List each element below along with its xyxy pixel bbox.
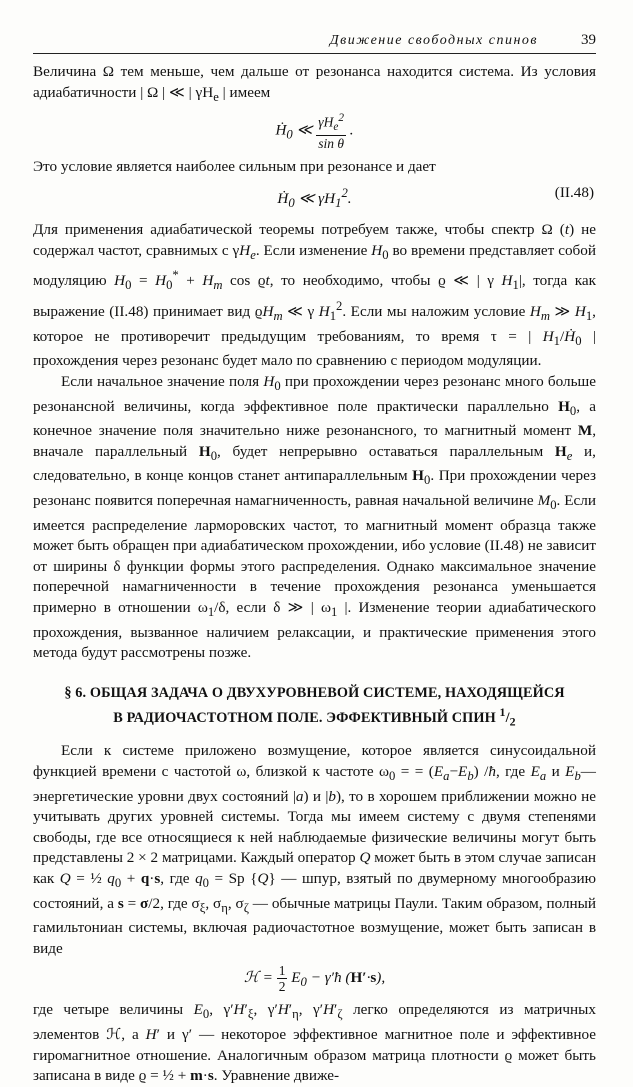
- page-body: [33, 62, 596, 1087]
- paragraph-2: Это условие является наиболее сильным при резонансе и дает: [33, 158, 436, 176]
- paragraph-3: Для применения адиабатической теоремы потребуем также, чтобы спектр Ω (t) не содержал частот, сравнимых с $\gamma H_e$. Если изменение $H_0$ во времени представляет собой модуляцию $H_0 = H_0^* + H_m$ cos ϱt, то необходимо, чтобы ϱ ≪ | γ $H_1|$, тогда как выражение (II.48) принимает вид $ϱH_m$ ≪ γ $H_1^2$. Если мы наложим условие $H_m$ ≫ $H_1$, которое не противоречит предыдущим требованиям, то время τ = | $H_1/Ḣ_0$ | прохождения через резонанс будет мало по сравнению с периодом модуляции.: [33, 221, 597, 370]
- paragraph-6: где четыре величины $E_0$, $\gamma'H'_\xi$, $\gamma'H'_\eta$, $\gamma'H'_\zeta$ легко определяются из матричных элементов ℋ, а H′ и γ′ — некоторое эффективное магнитное поле и эффективное гиромагнитное отношение. Аналогичным образом матрица плотности ϱ может быть записана в виде ϱ = ½ + m·s. Уравнение движе-: [33, 1001, 596, 1085]
- equation-3: ℋ = $\frac{1}{2}$ $E_0$ − γ′ħ (H′·s),: [243, 963, 386, 995]
- section-heading-line-1: § 6. ОБЩАЯ ЗАДАЧА О ДВУХУРОВНЕВОЙ СИСТЕМЕ, НАХОДЯЩЕЙСЯ: [64, 684, 565, 701]
- equation-2-body: Ḣ$_0$ ≪ $\gamma H_1^2$.: [277, 186, 352, 211]
- page-number: 39: [581, 32, 596, 48]
- paragraph-5: Если к системе приложено возмущение, которое является синусоидальной функцией времени с частотой ω, близкой к частоте $\omega_0$ = = $(E_a-E_b)$ /ħ, где $E_a$ и $E_b—энергетические$ уровни двух состояний |a) и |b), то в хорошем приближении можно не учитывать других уровней системы. Тогда мы имеем систему с двумя степенями свободы, где все относящиеся к ней наблюдаемые физические величины могут быть представлены 2 × 2 матрицами. Каждый оператор Q может быть в этом случае записан как Q = ½ $q_0 + q\cdot s$, где $q_0 = Sp$ {Q} — шпур, взятый по двумерному многообразию состояний, а s = σ/2, где $\sigma_\xi$, $\sigma_\eta$, $\sigma_\zeta$ — обычные матрицы Паули. Таким образом, полный гамильтониан системы, включая радиочастотное возмущение, может быть записан в виде: [33, 742, 597, 957]
- running-header: [33, 31, 596, 54]
- paragraph-4: Если начальное значение поля $H_0$ при прохождении через резонанс много больше резонансной величины, когда эффективное поле практически параллельно $H_0$, а конечное значение поля значительно ниже резонансного, то магнитный момент M, вначале параллельный $H_0$, будет непрерывно оставаться параллельным $H_e$ и, следовательно, в конце концов станет антипараллельным $H_0$. При прохождении через резонанс появится поперечная намагниченность, равная начальной величине $M_0$. Если имеется распределение ларморовских частот, то магнитный момент образца также может быть обращен при адиабатическом прохождении, ибо условие (II.48) не зависит от ширины δ функции формы этого распределения. Однако максимальное значение поперечной намагниченности в течение прохождения резонанса уменьшается примерно в отношении $\omega_1/\delta$, если δ ≫ | $\omega_1$ |. Изменение теории адиабатического прохождения, вызванное наличием релаксации, и практические применения этого метода будут рассмотрены позже.: [33, 372, 597, 662]
- section-heading-line-2: В РАДИОЧАСТОТНОМ ПОЛЕ. ЭФФЕКТИВНЫЙ СПИН $^1/_2$: [113, 704, 516, 729]
- equation-2: [33, 182, 596, 214]
- running-title: Движение свободных спинов: [329, 33, 538, 48]
- equation-number: (II.48): [554, 184, 594, 201]
- equation-1: Ḣ$_0$ ≪ $\frac{\gamma H_e^2}{\text{sin θ}}$ .: [275, 112, 354, 152]
- paragraph-1: Величина Ω тем меньше, чем дальше от резонанса находится система. Из условия адиабатичности | Ω | ≪ | $\gamma H_e$ | имеем: [33, 63, 596, 104]
- section-heading: [43, 684, 586, 732]
